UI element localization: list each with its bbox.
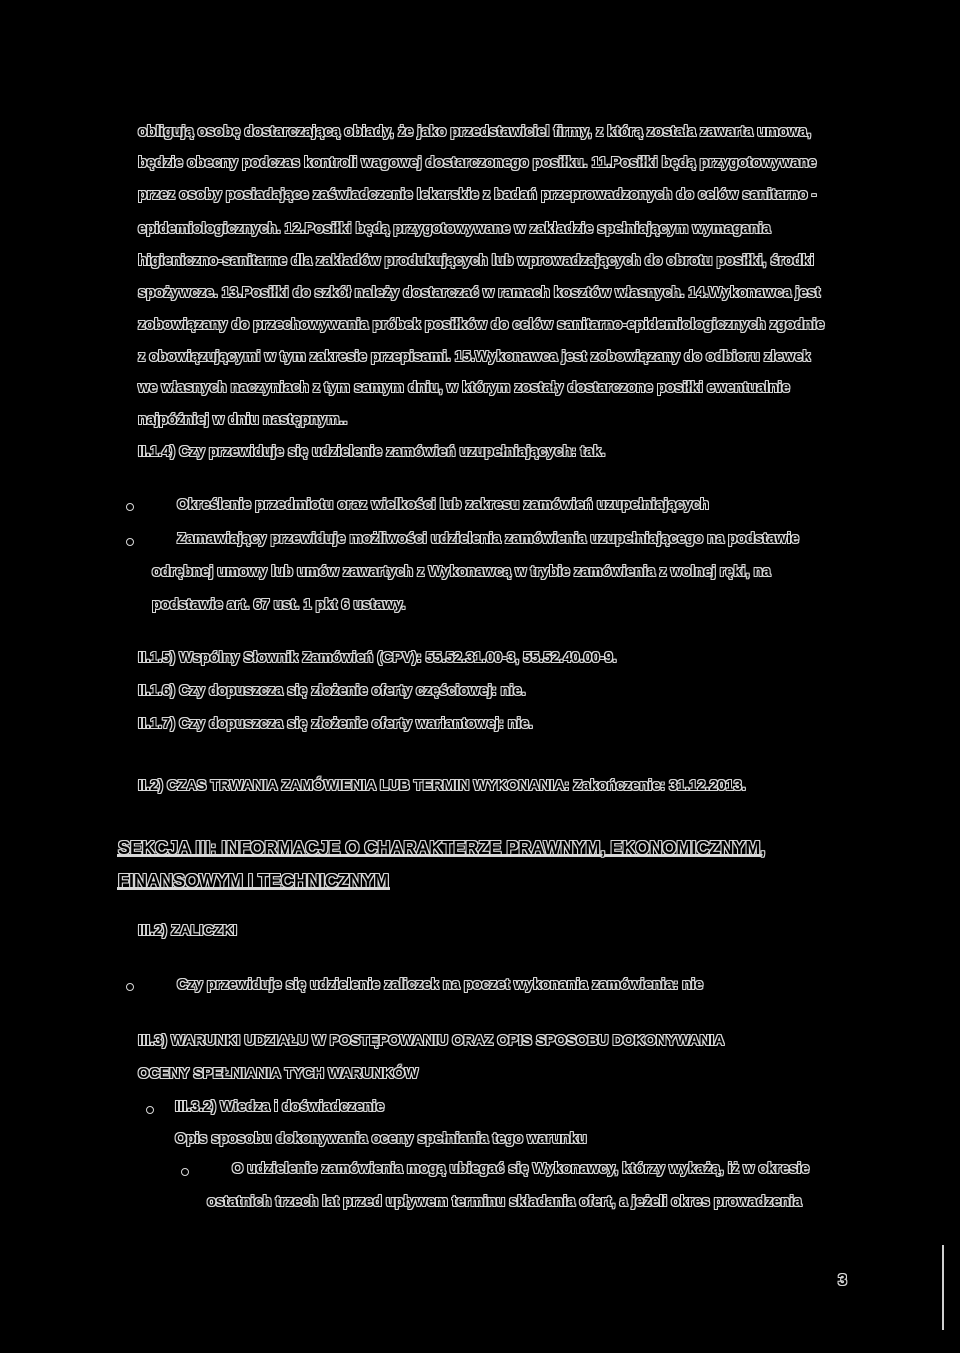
section-heading: FINANSOWYM I TECHNICZNYM — [118, 871, 389, 891]
bullet-icon — [146, 1106, 154, 1114]
paragraph-line: spożywcze. 13.Posiłki do szkół należy dostarczać w ramach kosztów własnych. 14.Wykonawca jest — [138, 285, 821, 301]
margin-mark — [942, 1245, 944, 1330]
paragraph-line: z obowiązującymi w tym zakresie przepisami. 15.Wykonawca jest zobowiązany do odbioru zlewek — [138, 349, 811, 365]
list-item: Określenie przedmiotu oraz wielkości lub zakresu zamówień uzupełniających — [177, 497, 709, 513]
page-number: 3 — [838, 1272, 847, 1289]
nested-list-item-continuation: ostatnich trzech lat przed upływem terminu składania ofert, a jeżeli okres prowadzenia — [207, 1194, 802, 1210]
paragraph-line: higieniczno-sanitarne dla zakładów produkujących lub wprowadzających do obrotu posiłki, środki — [138, 253, 814, 269]
assessment-label: Opis sposobu dokonywania oceny spełniania tego warunku — [175, 1131, 587, 1147]
conditions-heading: OCENY SPEŁNIANIA TYCH WARUNKÓW — [138, 1066, 419, 1082]
bullet-icon — [181, 1168, 189, 1176]
paragraph-line: obligują osobę dostarczającą obiady, że jako przedstawiciel firmy, z którą została zawarta umowa, — [138, 124, 812, 140]
variant-offer-line: II.1.7) Czy dopuszcza się złożenie oferty wariantowej: nie. — [138, 716, 533, 732]
paragraph-line: najpóźniej w dniu następnym.. — [138, 412, 348, 428]
advances-heading: III.2) ZALICZKI — [138, 923, 238, 939]
list-item-continuation: odrębnej umowy lub umów zawartych z Wykonawcą w trybie zamówienia z wolnej ręki, na — [152, 564, 771, 580]
paragraph-line: epidemiologicznych. 12.Posiłki będą przygotowywane w zakładzie spełniającym wymagania — [138, 221, 771, 237]
list-item-continuation: podstawie art. 67 ust. 1 pkt 6 ustawy. — [152, 597, 406, 613]
duration-line: II.2) CZAS TRWANIA ZAMÓWIENIA LUB TERMIN WYKONANIA: Zakończenie: 31.12.2013. — [138, 778, 746, 794]
paragraph-line: II.1.4) Czy przewiduje się udzielenie zamówień uzupełniających: tak. — [138, 444, 606, 460]
bullet-icon — [126, 538, 134, 546]
list-item: Zamawiający przewiduje możliwości udzielenia zamówienia uzupełniającego na podstawie — [177, 531, 800, 547]
paragraph-line: we własnych naczyniach z tym samym dniu, w którym zostały dostarczone posiłki ewentualnie — [138, 380, 790, 396]
paragraph-line: zobowiązany do przechowywania próbek posiłków do celów sanitarno-epidemiologicznych zgodnie — [138, 317, 825, 333]
cpv-line: II.1.5) Wspólny Słownik Zamówień (CPV): 55.52.31.00-3, 55.52.40.00-9. — [138, 650, 617, 666]
knowledge-item: III.3.2) Wiedza i doświadczenie — [175, 1099, 385, 1115]
partial-offer-line: II.1.6) Czy dopuszcza się złożenie oferty częściowej: nie. — [138, 683, 526, 699]
advances-item: Czy przewiduje się udzielenie zaliczek na poczet wykonania zamówienia: nie — [177, 977, 704, 993]
section-heading: SEKCJA III: INFORMACJE O CHARAKTERZE PRAWNYM, EKONOMICZNYM, — [118, 838, 766, 858]
paragraph-line: przez osoby posiadające zaświadczenie lekarskie z badań przeprowadzonych do celów sanitarno - — [138, 187, 817, 203]
conditions-heading: III.3) WARUNKI UDZIAŁU W POSTĘPOWANIU ORAZ OPIS SPOSOBU DOKONYWANIA — [138, 1033, 725, 1049]
nested-list-item: O udzielenie zamówienia mogą ubiegać się Wykonawcy, którzy wykażą, iż w okresie — [232, 1161, 810, 1177]
bullet-icon — [126, 983, 134, 991]
bullet-icon — [126, 503, 134, 511]
paragraph-line: będzie obecny podczas kontroli wagowej dostarczonego posiłku. 11.Posiłki będą przygotowywane — [138, 155, 817, 171]
